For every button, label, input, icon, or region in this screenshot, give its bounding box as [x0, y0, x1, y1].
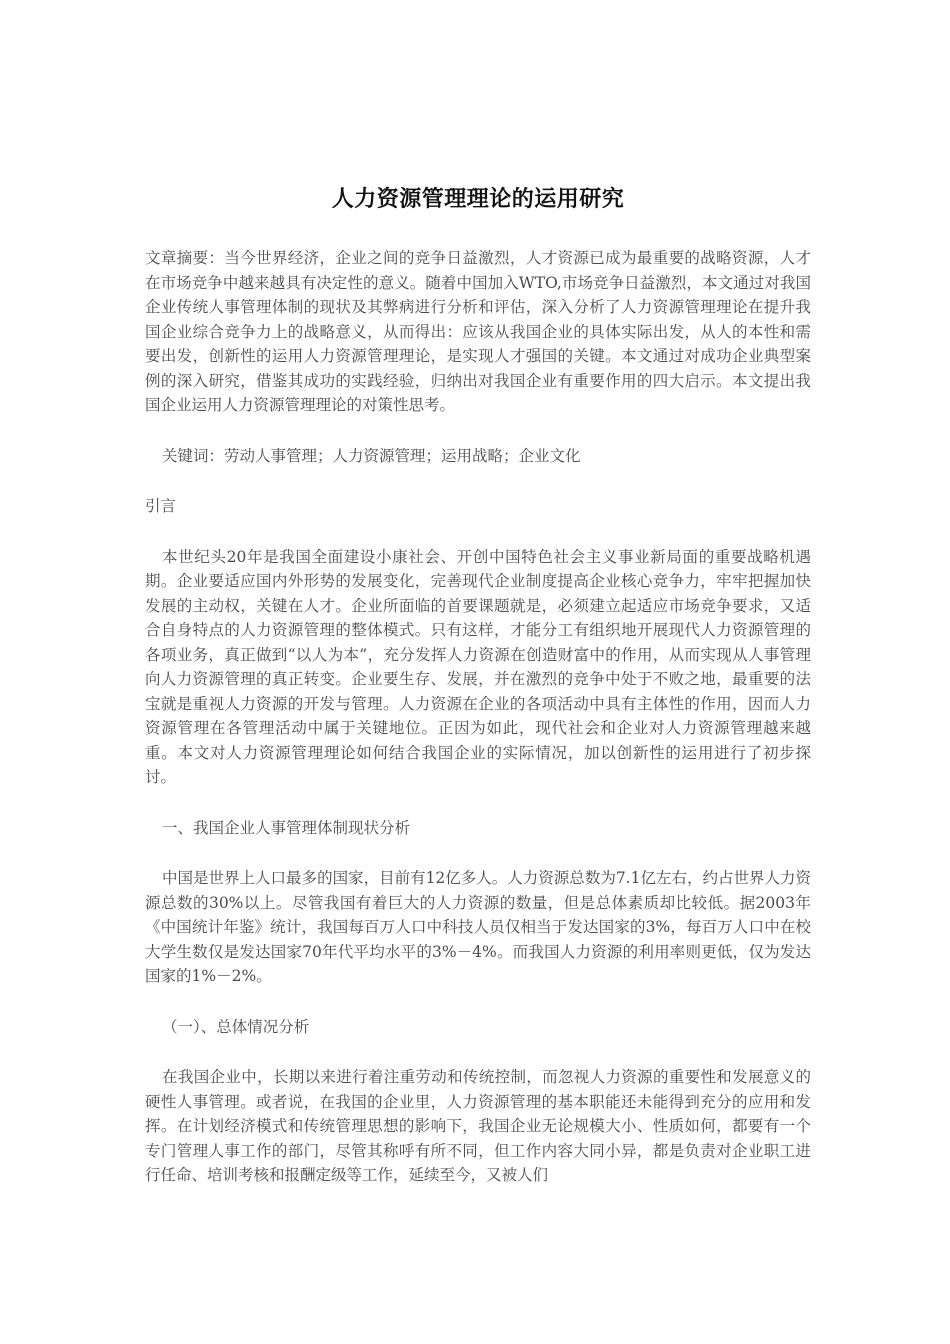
document-body — [145, 186, 811, 1188]
subsection1-paragraph: 在我国企业中，长期以来进行着注重劳动和传统控制，而忽视人力资源的重要性和发展意义的硬性人事管理。或者说，在我国的企业里，人力资源管理的基本职能还未能得到充分的应用和发挥。在计划经济模式和传统管理思想的影响下，我国企业无论规模大小、性质如何，都要有一个专门管理人事工作的部门，尽管其称呼有所不同，但工作内容大同小异，都是负责对企业职工进行任命、培训考核和报酬定级等工作，延续至今，又被人们 — [145, 1068, 811, 1184]
section1-paragraph: 中国是世界上人口最多的国家，目前有12亿多人。人力资源总数为7.1亿左右，约占世界人力资源总数的30%以上。尽管我国有着巨大的人力资源的数量，但是总体素质却比较低。据2003年《中国统计年鉴》统计，我国每百万人口中科技人员仅相当于发达国家的3%，每百万人口中在校大学生数仅是发达国家70年代平均水平的3%－4%。而我国人力资源的利用率则更低，仅为发达国家的1%－2%。 — [145, 869, 811, 985]
intro-heading: 引言 — [145, 497, 177, 515]
subsection1-heading: （一）、总体情况分析 — [162, 1017, 310, 1036]
document-title: 人力资源管理理论的运用研究 — [331, 187, 625, 212]
keywords-line: 关键词：劳动人事管理；人力资源管理；运用战略；企业文化 — [162, 446, 581, 465]
section1-heading: 一、我国企业人事管理体制现状分析 — [162, 818, 411, 837]
abstract-paragraph: 文章摘要：当今世界经济，企业之间的竞争日益激烈，人才资源已成为最重要的战略资源，人才在市场竞争中越来越具有决定性的意义。随着中国加入WTO,市场竞争日益激烈，本文通过对我国企业传统人事管理体制的现状及其弊病进行分析和评估，深入分析了人力资源管理理论在提升我国企业综合竞争力上的战略意义，从而得出：应该从我国企业的具体实际出发，从人的本性和需要出发，创新性的运用人力资源管理理论，是实现人才强国的关键。本文通过对成功企业典型案例的深入研究，借鉴其成功的实践经验，归纳出对我国企业有重要作用的四大启示。本文提出我国企业运用人力资源管理理论的对策性思考。 — [145, 249, 811, 414]
intro-paragraph: 本世纪头20年是我国全面建设小康社会、开创中国特色社会主义事业新局面的重要战略机遇期。企业要适应国内外形势的发展变化，完善现代企业制度提高企业核心竞争力，牢牢把握加快发展的主动权，关键在人才。企业所面临的首要课题就是，必须建立起适应市场竞争要求，又适合自身特点的人力资源管理的整体模式。只有这样，才能分工有组织地开展现代人力资源管理的各项业务，真正做到“以人为本”，充分发挥人力资源在创造财富中的作用，从而实现从人事管理向人力资源管理的真正转变。企业要生存、发展，并在激烈的竞争中处于不败之地，最重要的法宝就是重视人力资源的开发与管理。人力资源在企业的各项活动中具有主体性的作用，因而人力资源管理在各管理活动中属于关键地位。正因为如此，现代社会和企业对人力资源管理越来越重。本文对人力资源管理理论如何结合我国企业的实际情况，加以创新性的运用进行了初步探讨。 — [145, 547, 811, 786]
